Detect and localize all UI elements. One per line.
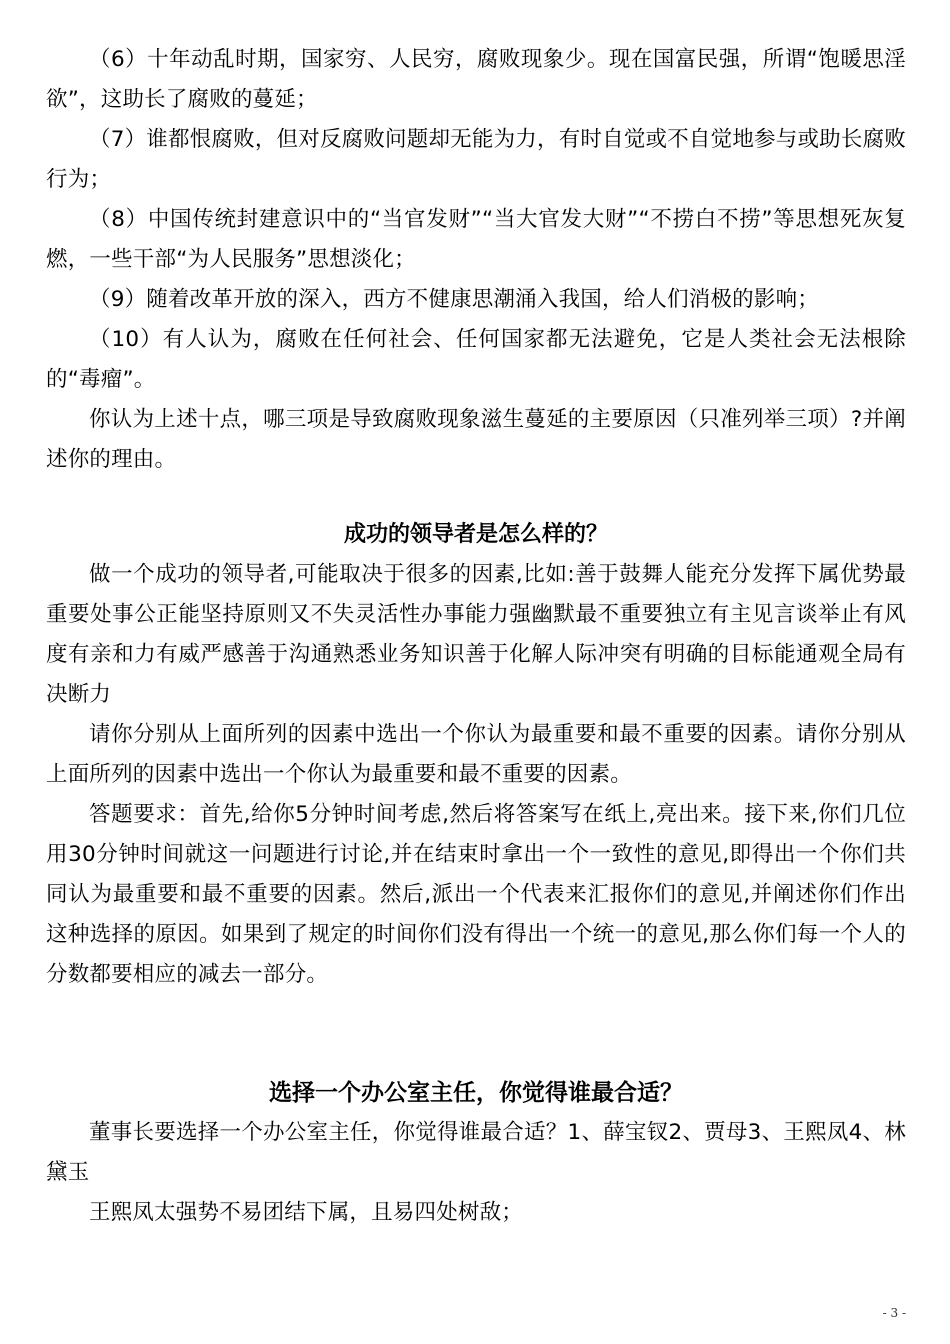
leader-requirements-paragraph: 答题要求：首先,给你5分钟时间考虑,然后将答案写在纸上,亮出来。接下来,你们几位用30分钟时间就这一问题进行讨论,并在结束时拿出一个一致性的意见,即得出一个你们共同认为最重要和最不重要的因素。然后,派出一个代表来汇报你们的意见,并阐述你们作出这种选择的原因。如果到了规定的时间你们没有得出一个统一的意见,那么你们每一个人的分数都要相应的减去一部分。 <box>46 802 906 987</box>
page-number: - 3 - <box>882 1306 906 1320</box>
paragraph-item-9: （9）随着改革开放的深入，西方不健康思潮涌入我国，给人们消极的影响； <box>89 287 819 312</box>
document-page <box>46 40 906 1233</box>
paragraph-item-10: （10）有人认为，腐败在任何社会、任何国家都无法避免，它是人类社会无法根除的“毒瘤”。 <box>46 327 906 392</box>
leader-factors-paragraph: 做一个成功的领导者,可能取决于很多的因素,比如:善于鼓舞人能充分发挥下属优势最重要处事公正能坚持原则又不失灵活性办事能力强幽默最不重要独立有主见言谈举止有风度有亲和力有威严感善于沟通熟悉业务知识善于化解人际冲突有明确的目标能通观全局有决断力 <box>46 562 906 707</box>
section-title-leader: 成功的领导者是怎么样的？ <box>343 522 608 547</box>
section-title-office-director: 选择一个办公室主任，你觉得谁最合适？ <box>269 1080 683 1106</box>
office-director-question-paragraph: 董事长要选择一个办公室主任，你觉得谁最合适？1、薛宝钗2、贾母3、王熙凤4、林黛玉 <box>46 1120 906 1185</box>
leader-question-paragraph: 请你分别从上面所列的因素中选出一个你认为最重要和最不重要的因素。请你分别从上面所列的因素中选出一个你认为最重要和最不重要的因素。 <box>46 722 906 787</box>
spacer <box>46 480 906 515</box>
question-paragraph: 你认为上述十点，哪三项是导致腐败现象滋生蔓延的主要原因（只准列举三项）?并阐述你的理由。 <box>46 407 906 472</box>
paragraph-item-6: （6）十年动乱时期，国家穷、人民穷，腐败现象少。现在国富民强，所谓“饱暖思淫欲”，这助长了腐败的蔓延； <box>46 47 906 112</box>
office-director-answer-paragraph: 王熙凤太强势不易团结下属，且易四处树敌； <box>89 1200 524 1225</box>
paragraph-item-8: （8）中国传统封建意识中的“当官发财”“当大官发大财”“不捞白不捞”等思想死灰复燃，一些干部“为人民服务”思想淡化； <box>46 207 906 272</box>
spacer <box>46 995 906 1073</box>
paragraph-item-7: （7）谁都恨腐败，但对反腐败问题却无能为力，有时自觉或不自觉地参与或助长腐败行为； <box>46 127 906 192</box>
